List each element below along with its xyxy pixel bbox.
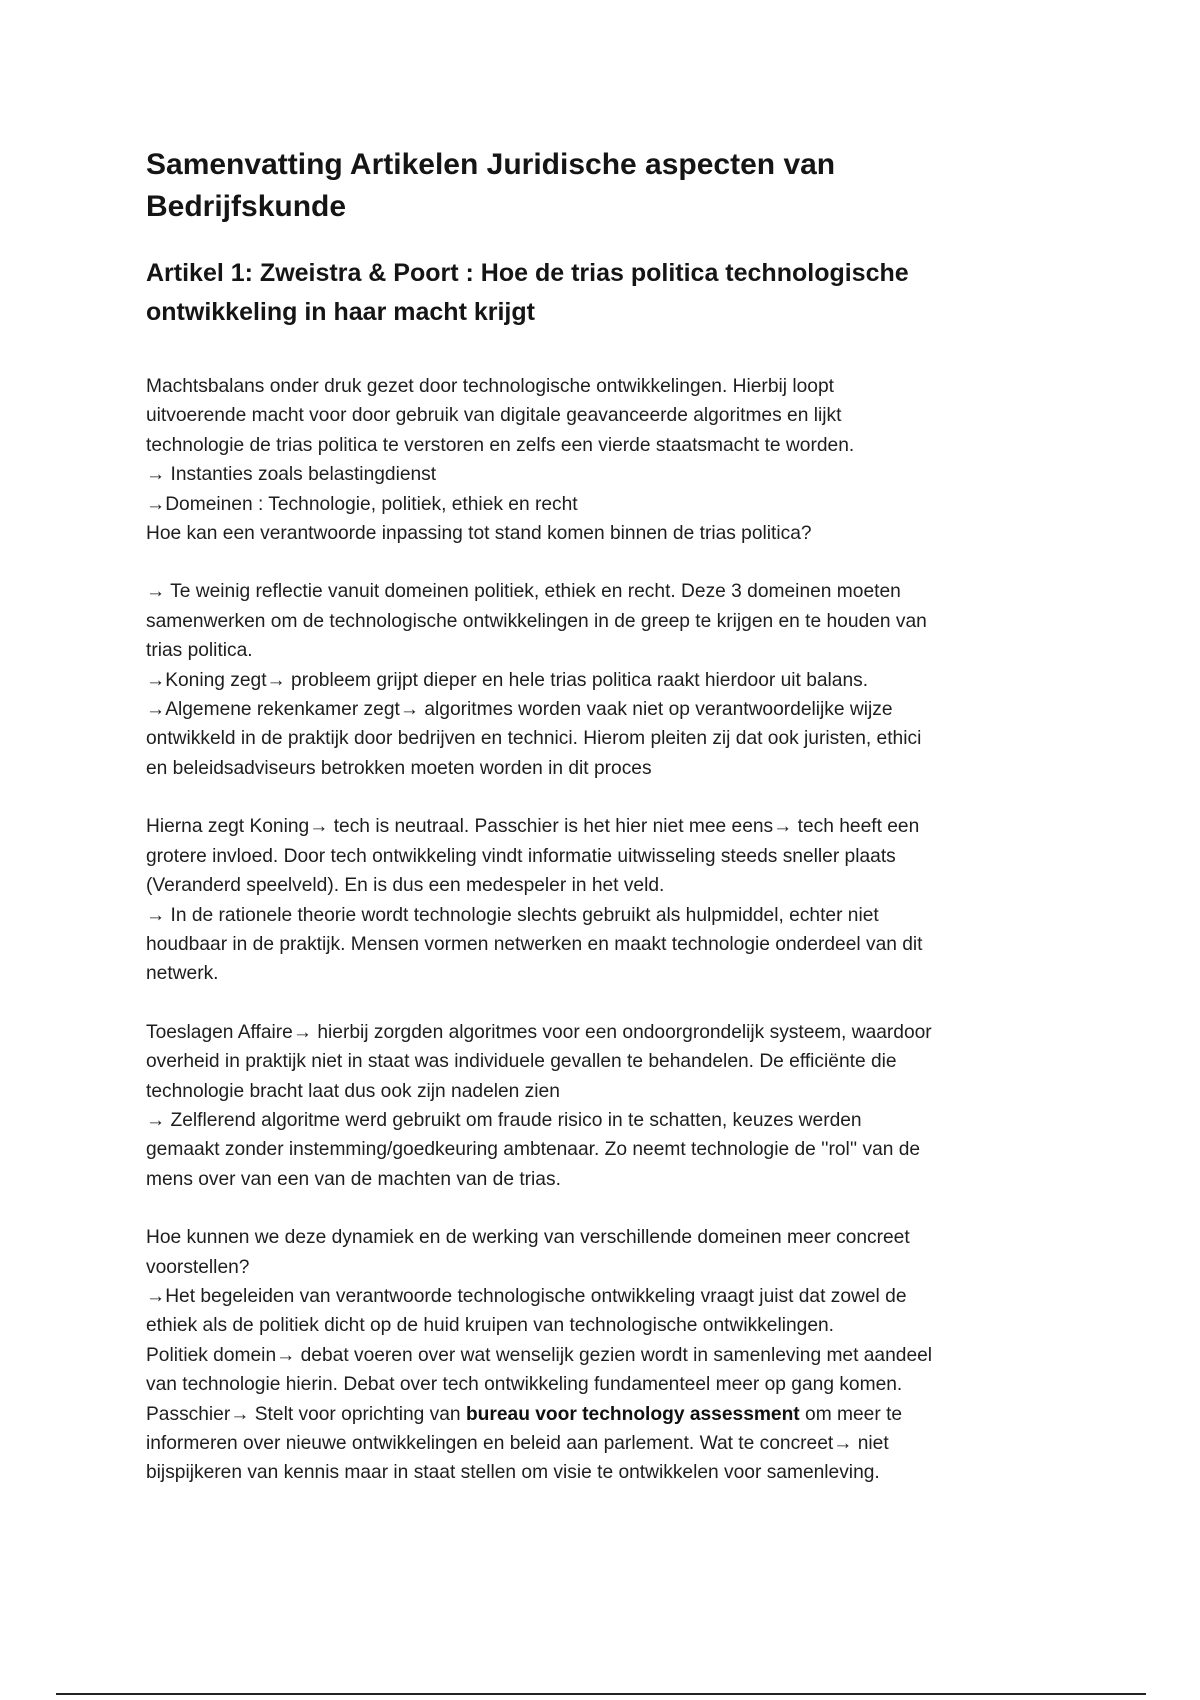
- text-line: trias politica.: [146, 640, 253, 662]
- text-segment: Passchier→ Stelt voor oprichting van: [146, 1403, 466, 1425]
- text-line: uitvoerende macht voor door gebruik van digitale geavanceerde algoritmes en lijkt: [146, 405, 842, 427]
- text-line: Hierna zegt Koning→ tech is neutraal. Passchier is het hier niet mee eens→ tech heeft een: [146, 816, 920, 838]
- document-page: [146, 144, 1071, 1517]
- text-line: → Te weinig reflectie vanuit domeinen politiek, ethiek en recht. Deze 3 domeinen moeten: [146, 581, 901, 603]
- text-line: → Zelflerend algoritme werd gebruikt om fraude risico in te schatten, keuzes werden: [146, 1109, 862, 1131]
- text-line: Politiek domein→ debat voeren over wat wenselijk gezien wordt in samenleving met aandeel: [146, 1344, 933, 1366]
- text-line: informeren over nieuwe ontwikkelingen en beleid aan parlement. Wat te concreet→ niet: [146, 1433, 889, 1454]
- text-line: houdbaar in de praktijk. Mensen vormen netwerken en maakt technologie onderdeel van dit: [146, 933, 923, 955]
- text-line: →Het begeleiden van verantwoorde technologische ontwikkeling vraagt juist dat zowel de: [146, 1285, 907, 1307]
- text-line: → In de rationele theorie wordt technologie slechts gebruikt als hulpmiddel, echter niet: [146, 904, 879, 926]
- text-line: netwerk.: [146, 963, 219, 985]
- text-line: samenwerken om de technologische ontwikkelingen in de greep te krijgen en te houden van: [146, 610, 927, 632]
- text-line: Hoe kan een verantwoorde inpassing tot stand komen binnen de trias politica?: [146, 523, 812, 545]
- text-segment: om meer te: [799, 1403, 903, 1425]
- paragraph-toeslagen-affaire: [146, 1018, 1071, 1194]
- document-title: [146, 144, 1071, 228]
- text-line: mens over van een van de machten van de trias.: [146, 1168, 561, 1190]
- title-line: Samenvatting Artikelen Juridische aspecten van: [146, 148, 836, 181]
- title-line: Bedrijfskunde: [146, 190, 347, 223]
- text-line: technologie bracht laat dus ook zijn nadelen zien: [146, 1080, 560, 1102]
- text-line: ethiek als de politiek dicht op de huid kruipen van technologische ontwikkelingen.: [146, 1315, 834, 1337]
- text-line: →Domeinen : Technologie, politiek, ethiek en recht: [146, 493, 578, 515]
- paragraph-reflectie: [146, 577, 1071, 783]
- text-line: →Algemene rekenkamer zegt→ algoritmes worden vaak niet op verantwoordelijke wijze: [146, 699, 893, 721]
- paragraph-koning-passchier: [146, 812, 1071, 988]
- article-heading-line: Artikel 1: Zweistra & Poort : Hoe de trias politica technologische: [146, 259, 909, 287]
- text-line: Toeslagen Affaire→ hierbij zorgden algoritmes voor een ondoorgrondelijk systeem, waardoor: [146, 1021, 932, 1043]
- article-heading: [146, 254, 1071, 332]
- text-line: Machtsbalans onder druk gezet door technologische ontwikkelingen. Hierbij loopt: [146, 376, 834, 397]
- text-line: overheid in praktijk niet in staat was individuele gevallen te behandelen. De efficiënte die: [146, 1051, 897, 1073]
- text-line: grotere invloed. Door tech ontwikkeling vindt informatie uitwisseling steeds sneller plaats: [146, 845, 896, 867]
- paragraph-dynamiek: [146, 1223, 1071, 1488]
- text-line: technologie de trias politica te verstoren en zelfs een vierde staatsmacht te worden.: [146, 434, 855, 456]
- text-line: ontwikkeld in de praktijk door bedrijven en technici. Hierom pleiten zij dat ook juristen, ethici: [146, 728, 922, 750]
- text-line: en beleidsadviseurs betrokken moeten worden in dit proces: [146, 757, 652, 779]
- paragraph-machtsbalans: [146, 372, 1071, 548]
- text-line: bijspijkeren van kennis maar in staat stellen om visie te ontwikkelen voor samenleving.: [146, 1462, 880, 1484]
- text-line: → Instanties zoals belastingdienst: [146, 464, 437, 486]
- text-line: →Koning zegt→ probleem grijpt dieper en hele trias politica raakt hierdoor uit balans.: [146, 669, 869, 691]
- text-line: Hoe kunnen we deze dynamiek en de werking van verschillende domeinen meer concreet: [146, 1227, 910, 1249]
- text-line: (Veranderd speelveld). En is dus een medespeler in het veld.: [146, 875, 665, 897]
- text-line: gemaakt zonder instemming/goedkeuring ambtenaar. Zo neemt technologie de ''rol'' van de: [146, 1139, 921, 1161]
- bold-term: bureau voor technology assessment: [465, 1403, 800, 1425]
- text-line-with-bold: [146, 1400, 1071, 1429]
- article-heading-line: ontwikkeling in haar macht krijgt: [146, 298, 535, 326]
- text-line: van technologie hierin. Debat over tech ontwikkeling fundamenteel meer op gang komen.: [146, 1374, 903, 1396]
- page-bottom-rule: [56, 1693, 1146, 1695]
- text-line: voorstellen?: [146, 1256, 250, 1278]
